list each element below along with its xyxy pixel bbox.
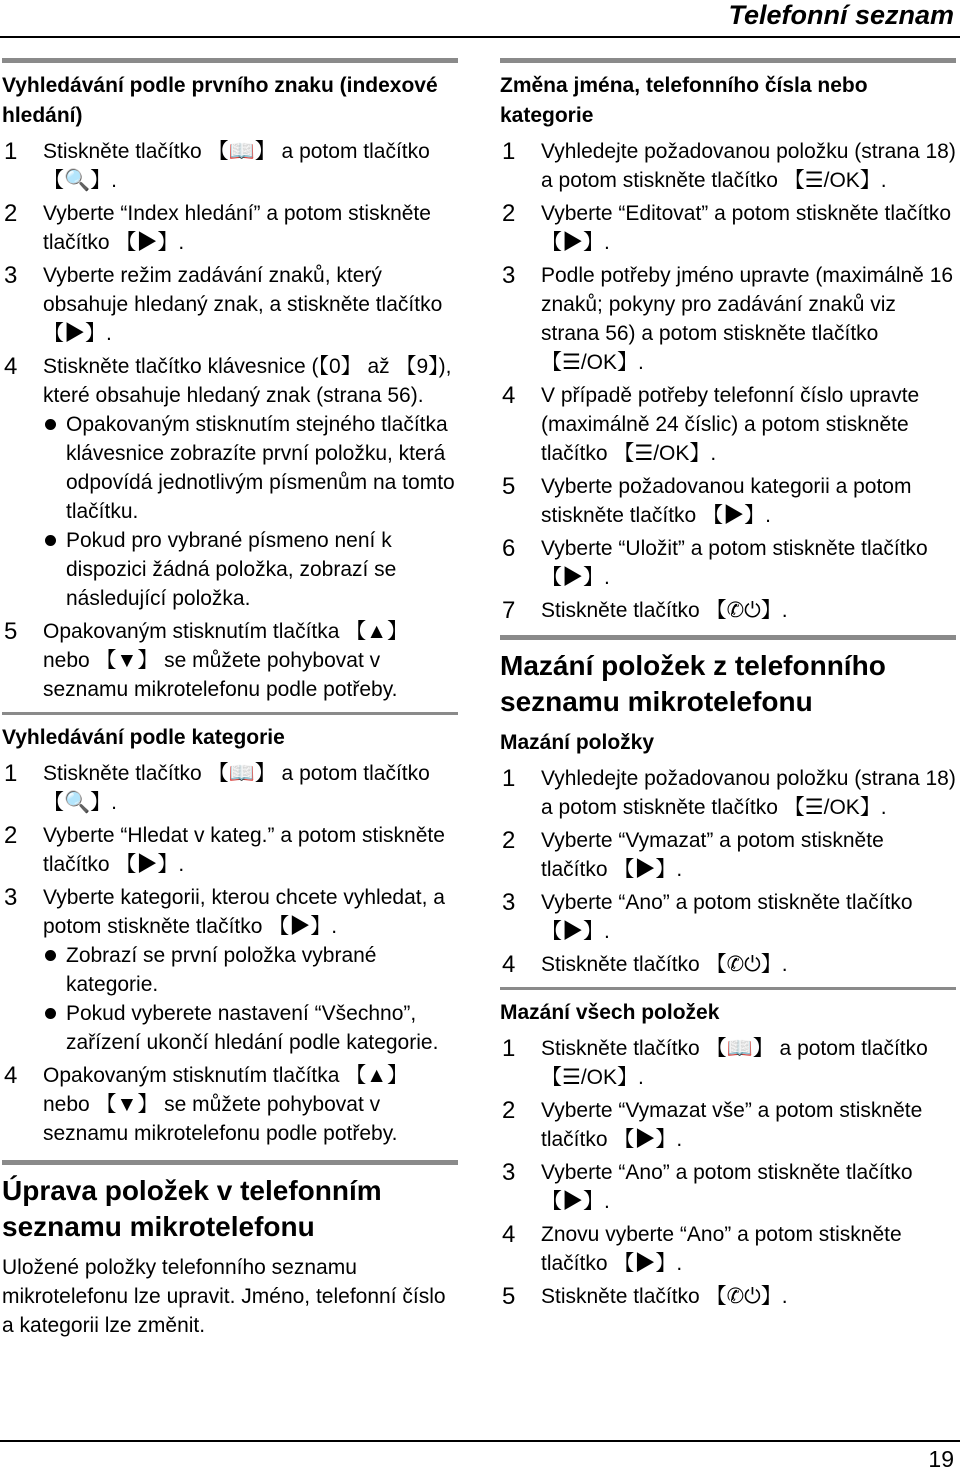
step: 4 Opakovaným stisknutím tlačítka 【▲】 nebo 【▼】 se můžete pohybovat v seznamu mikrotelefonu podle potřeby. [4,1062,409,1145]
step-text: Stiskněte tlačítko 【📖】 a potom tlačítko 【🔍】. [43,762,430,814]
step: 2 Vyberte “Index hledání” a potom stiskněte tlačítko 【▶】. [4,200,431,254]
step-text: Podle potřeby jméno upravte (maximálně 16 znaků; pokyny pro zadávání znaků viz strana 56) a potom stiskněte tlačítko 【☰/OK】. [541,264,954,374]
step-text: Stiskněte tlačítko 【✆⏻】. [541,599,788,622]
step: 6 Vyberte “Uložit” a potom stiskněte tlačítko 【▶】. [502,535,928,589]
step-text: Stiskněte tlačítko 【✆⏻】. [541,1285,788,1308]
step-text: Vyberte požadovanou kategorii a potom stiskněte tlačítko 【▶】. [541,475,912,527]
step-text: Opakovaným stisknutím tlačítka 【▲】 nebo 【▼】 se můžete pohybovat v seznamu mikrotelefonu podle potřeby. [43,1064,409,1145]
section-heading-delete-entries: Mazání položek z telefonního seznamu mikrotelefonu [500,650,886,717]
step-text: V případě potřeby telefonní číslo upravte (maximálně 24 číslic) a potom stiskněte tlačítko 【☰/OK】. [541,384,920,465]
step-text: Vyberte “Index hledání” a potom stiskněte tlačítko 【▶】. [43,202,431,254]
step-text: Vyhledejte požadovanou položku (strana 18) a potom stiskněte tlačítko 【☰/OK】. [541,140,956,192]
step: 3 Vyberte režim zadávání znaků, který obsahuje hledaný znak, a stiskněte tlačítko 【▶】. [4,262,443,345]
step-text: Vyberte “Editovat” a potom stiskněte tlačítko 【▶】. [541,202,952,254]
section-title-category-search: Vyhledávání podle kategorie [2,726,285,749]
step-text: Vyberte režim zadávání znaků, který obsahuje hledaný znak, a stiskněte tlačítko 【▶】. [43,264,443,345]
step: 4 Stiskněte tlačítko klávesnice (【0】 až 【9】), které obsahuje hledaný znak (strana 56). Opakovaným stisknutím stejného tlačítka klávesnice zobrazíte první položku, která odpovídá jednotlivým písmenům na tomto tlačítku. Pokud pro vybrané písmeno není k dispozici žádná položka, zobrazí se následující položka. [2,352,458,613]
left-column [2,58,458,1340]
step: 1 Stiskněte tlačítko 【📖】 a potom tlačítko 【☰/OK】. [502,1035,928,1089]
section-rule [500,635,956,640]
step: 5 Stiskněte tlačítko 【✆⏻】. [502,1283,788,1310]
step-text: Vyhledejte požadovanou položku (strana 18) a potom stiskněte tlačítko 【☰/OK】. [541,767,956,819]
step: 1 Vyhledejte požadovanou položku (strana 18) a potom stiskněte tlačítko 【☰/OK】. [502,138,956,192]
bullet-item: Pokud vyberete nastavení “Všechno”, zařízení ukončí hledání podle kategorie. [43,999,458,1057]
section-rule [2,1160,458,1165]
right-column [500,58,956,1315]
footer-rule [0,1440,960,1442]
step-text: Vyberte “Vymazat vše” a potom stiskněte tlačítko 【▶】. [541,1099,923,1151]
step: 1 Stiskněte tlačítko 【📖】 a potom tlačítko 【🔍】. [4,760,430,814]
step-text: Stiskněte tlačítko 【📖】 a potom tlačítko 【☰/OK】. [541,1037,928,1089]
bullet-item: Pokud pro vybrané písmeno není k dispozici žádná položka, zobrazí se následující položka. [43,526,458,613]
step: 2 Vyberte “Editovat” a potom stiskněte tlačítko 【▶】. [502,200,952,254]
intro-paragraph: Uložené položky telefonního seznamu mikrotelefonu lze upravit. Jméno, telefonní číslo a kategorii lze změnit. [2,1256,446,1337]
step: 1 Vyhledejte požadovanou položku (strana 18) a potom stiskněte tlačítko 【☰/OK】. [502,765,956,819]
section-title-index-search: Vyhledávání podle prvního znaku (indexové hledání) [2,74,438,127]
section-rule [500,987,956,990]
step-text: Stiskněte tlačítko 【📖】 a potom tlačítko 【🔍】. [43,140,430,192]
step-text: Vyberte “Ano” a potom stiskněte tlačítko 【▶】. [541,1161,913,1213]
step-text: Vyberte “Hledat v kateg.” a potom stiskněte tlačítko 【▶】. [43,824,445,876]
step: 4 V případě potřeby telefonní číslo upravte (maximálně 24 číslic) a potom stiskněte tlačítko 【☰/OK】. [502,382,920,465]
step: 3 Vyberte “Ano” a potom stiskněte tlačítko 【▶】. [502,1159,913,1213]
step-text: Stiskněte tlačítko klávesnice (【0】 až 【9】), které obsahuje hledaný znak (strana 56). [43,355,452,407]
step: 3 Vyberte kategorii, kterou chcete vyhledat, a potom stiskněte tlačítko 【▶】. Zobrazí se první položka vybrané kategorie. Pokud vyberete nastavení “Všechno”, zařízení ukončí hledání podle kategorie. [2,883,458,1057]
page-header-title: Telefonní seznam [728,0,954,30]
step-text: Vyberte “Ano” a potom stiskněte tlačítko 【▶】. [541,891,913,943]
step-text: Opakovaným stisknutím tlačítka 【▲】 nebo 【▼】 se můžete pohybovat v seznamu mikrotelefonu podle potřeby. [43,620,409,701]
bullet-item: Opakovaným stisknutím stejného tlačítka klávesnice zobrazíte první položku, která odpovídá jednotlivým písmenům na tomto tlačítku. [43,410,458,526]
section-rule [2,712,458,715]
step-text: Znovu vyberte “Ano” a potom stiskněte tlačítko 【▶】. [541,1223,902,1275]
step-text: Vyberte kategorii, kterou chcete vyhledat, a potom stiskněte tlačítko 【▶】. [43,886,445,938]
section-heading-edit-entries: Úprava položek v telefonním seznamu mikrotelefonu [2,1175,382,1242]
step: 3 Podle potřeby jméno upravte (maximálně 16 znaků; pokyny pro zadávání znaků viz strana 56) a potom stiskněte tlačítko 【☰/OK】. [502,262,954,374]
bullet-item: Zobrazí se první položka vybrané kategorie. [43,941,458,999]
section-title-change-entry: Změna jména, telefonního čísla nebo kategorie [500,74,868,127]
page-number: 19 [928,1446,954,1472]
header-rule [0,36,960,38]
step-text: Vyberte “Vymazat” a potom stiskněte tlačítko 【▶】. [541,829,884,881]
step: 2 Vyberte “Hledat v kateg.” a potom stiskněte tlačítko 【▶】. [4,822,445,876]
step: 4 Stiskněte tlačítko 【✆⏻】. [502,951,788,978]
step-text: Vyberte “Uložit” a potom stiskněte tlačítko 【▶】. [541,537,928,589]
step: 4 Znovu vyberte “Ano” a potom stiskněte tlačítko 【▶】. [502,1221,902,1275]
step-text: Stiskněte tlačítko 【✆⏻】. [541,953,788,976]
step: 5 Opakovaným stisknutím tlačítka 【▲】 nebo 【▼】 se můžete pohybovat v seznamu mikrotelefonu podle potřeby. [4,618,409,701]
step: 3 Vyberte “Ano” a potom stiskněte tlačítko 【▶】. [502,889,913,943]
step: 7 Stiskněte tlačítko 【✆⏻】. [502,597,788,624]
step: 5 Vyberte požadovanou kategorii a potom stiskněte tlačítko 【▶】. [502,473,912,527]
section-rule [500,58,956,63]
subsection-title-delete-all: Mazání všech položek [500,1001,720,1024]
step: 2 Vyberte “Vymazat” a potom stiskněte tlačítko 【▶】. [502,827,884,881]
step: 2 Vyberte “Vymazat vše” a potom stiskněte tlačítko 【▶】. [502,1097,923,1151]
subsection-title-delete-one: Mazání položky [500,731,655,754]
section-rule [2,58,458,63]
step: 1 Stiskněte tlačítko 【📖】 a potom tlačítko 【🔍】. [4,138,430,192]
